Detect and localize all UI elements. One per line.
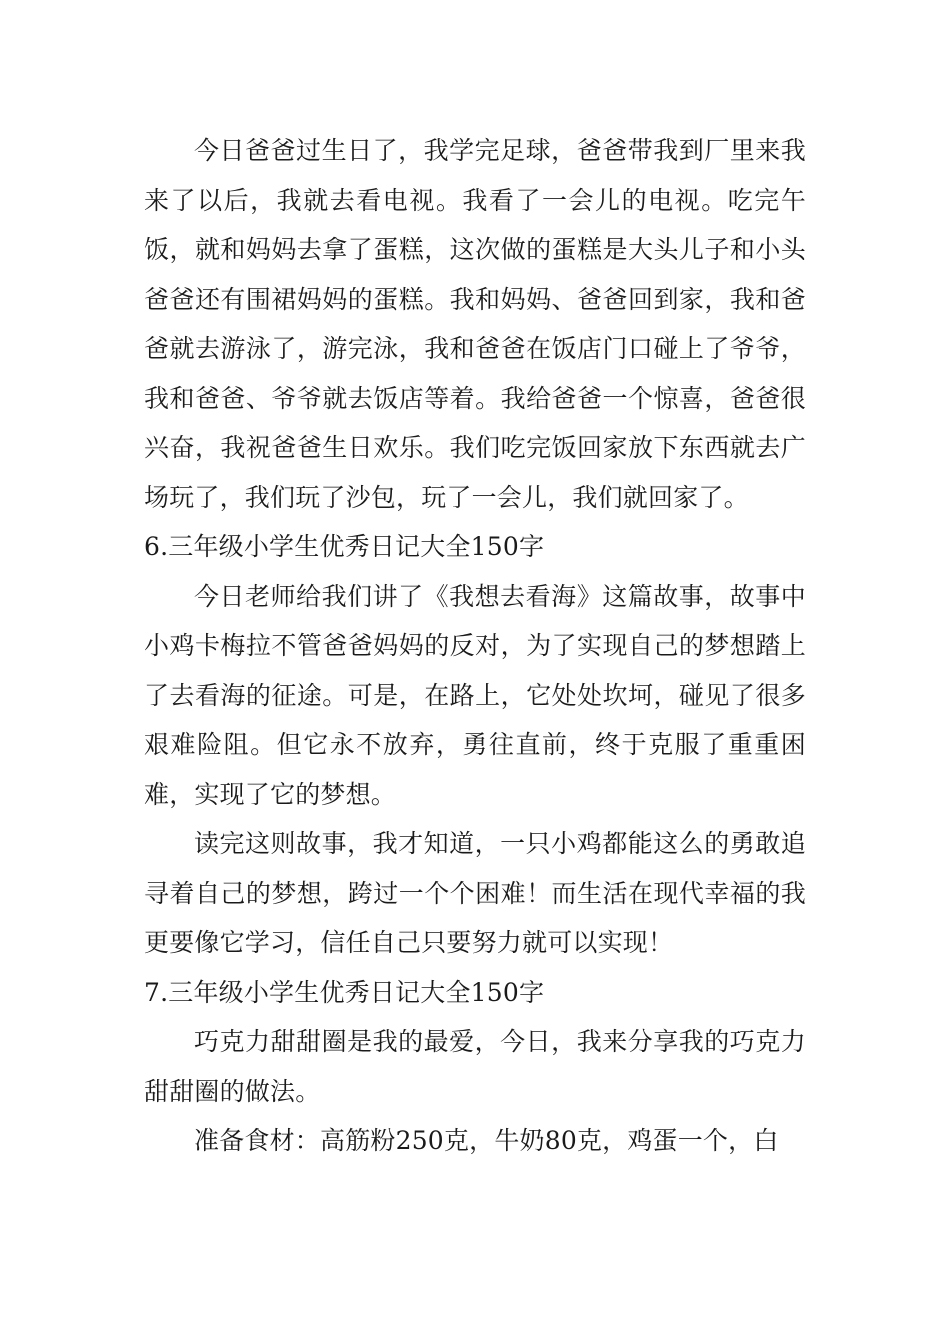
paragraph-ingredients: 准备食材：高筋粉250克，牛奶80克，鸡蛋一个，白 bbox=[194, 1126, 779, 1155]
paragraph-story-summary: 今日老师给我们讲了《我想去看海》这篇故事，故事中小鸡卡梅拉不管爸爸妈妈的反对，为了实现自己的梦想踏上了去看海的征途。可是，在路上，它处处坎坷，碰见了很多艰难险阻。但它永不放弃，勇往直前，终于克服了重重困难，实现了它的梦想。 bbox=[144, 581, 806, 809]
section-heading-6: 6.三年级小学生优秀日记大全150字 bbox=[144, 532, 545, 561]
paragraph-story-reflection: 读完这则故事，我才知道，一只小鸡都能这么的勇敢追寻着自己的梦想，跨过一个个困难！而生活在现代幸福的我更要像它学习，信任自己只要努力就可以实现！ bbox=[144, 829, 806, 957]
paragraph-donut-intro: 巧克力甜甜圈是我的最爱，今日，我来分享我的巧克力甜甜圈的做法。 bbox=[144, 1027, 806, 1106]
document-body bbox=[144, 126, 806, 1166]
section-heading-7: 7.三年级小学生优秀日记大全150字 bbox=[144, 977, 545, 1007]
paragraph-birthday-diary: 今日爸爸过生日了，我学完足球，爸爸带我到厂里来我来了以后，我就去看电视。我看了一会儿的电视。吃完午饭，就和妈妈去拿了蛋糕，这次做的蛋糕是大头儿子和小头爸爸还有围裙妈妈的蛋糕。我和妈妈、爸爸回到家，我和爸爸就去游泳了，游完泳，我和爸爸在饭店门口碰上了爷爷，我和爸爸、爷爷就去饭店等着。我给爸爸一个惊喜，爸爸很兴奋，我祝爸爸生日欢乐。我们吃完饭回家放下东西就去广场玩了，我们玩了沙包，玩了一会儿，我们就回家了。 bbox=[144, 136, 806, 512]
